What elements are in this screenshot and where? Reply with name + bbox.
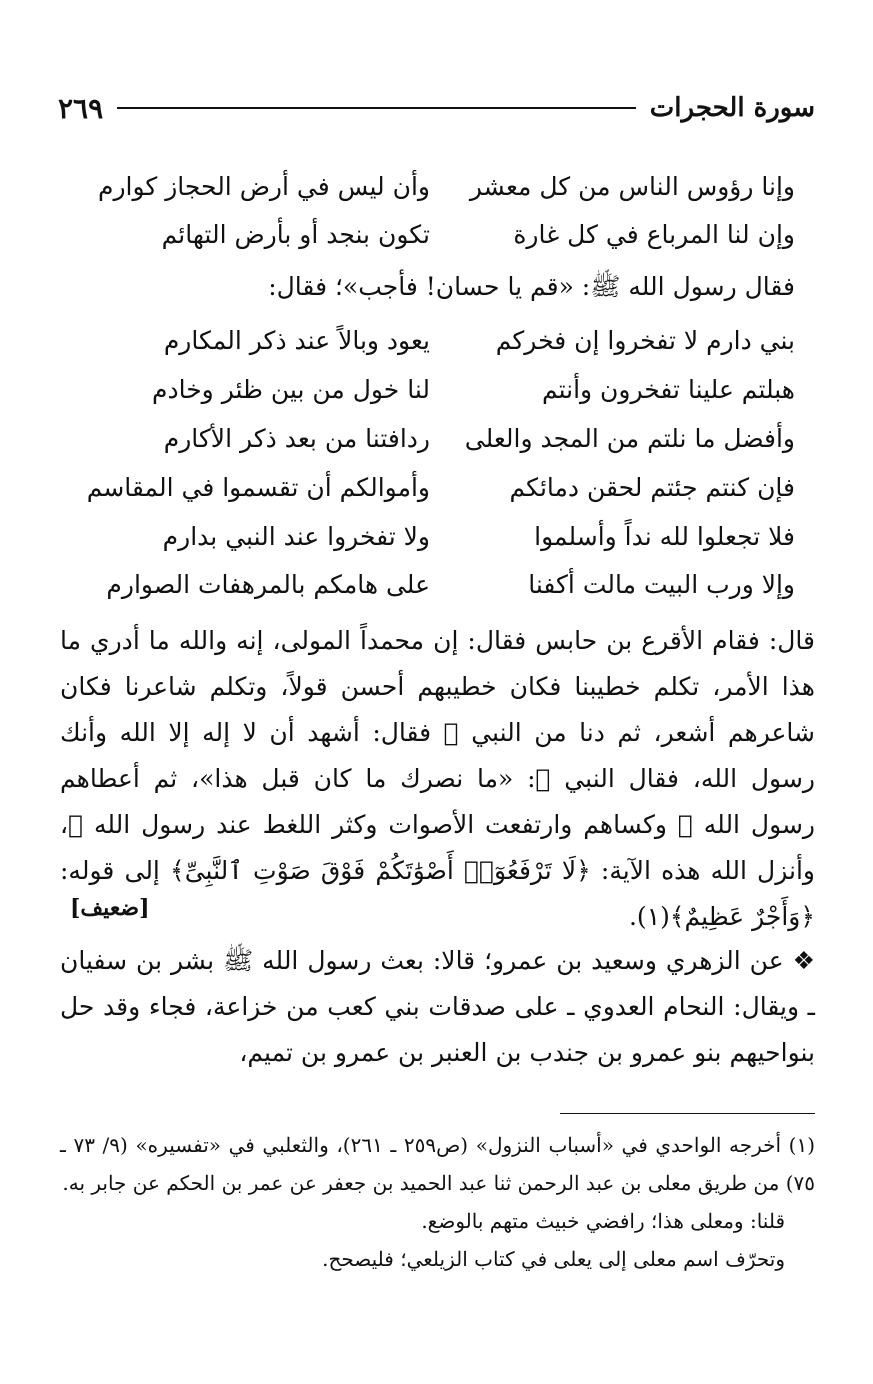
poem1-verse-1-second: وأن ليس في أرض الحجاز كوارم xyxy=(97,172,430,201)
intro-line: فقال رسول الله ﷺ: «قم يا حسان! فأجب»؛ فقال: xyxy=(268,272,795,301)
poem2-verse-2-second: لنا خول من بين ظئر وخادم xyxy=(152,375,430,404)
surah-title: سورة الحجرات xyxy=(649,93,815,123)
poem1-verse-2-first: وإن لنا المرباع في كل غارة xyxy=(513,220,795,249)
poem2-verse-6-second: على هامكم بالمرهفات الصوارم xyxy=(106,570,430,599)
poem1-verse-2-second: تكون بنجد أو بأرض التهائم xyxy=(161,220,430,249)
footnote-rule xyxy=(560,1113,815,1114)
poem2-verse-3-second: ردافتنا من بعد ذكر الأكارم xyxy=(163,424,430,453)
poem1-verse-1-first: وإنا رؤوس الناس من كل معشر xyxy=(469,172,795,201)
paragraph-aqra: قال: فقام الأقرع بن حابس فقال: إن محمداً المولى، إنه والله ما أدري ما هذا الأمر، تكلم خطيبنا فكان خطيبهم أحسن قولاً، وتكلم شاعرنا فكان شاعرهم أشعر، ثم دنا من النبي ﷺ فقال: أشهد أن لا إله إلا الله وأنك رسول الله، فقال النبي ﷺ: «ما نصرك ما كان قبل هذا»، ثم أعطاهم رسول الله ﷺ وكساهم وارتفعت الأصوات وكثر اللغط عند رسول الله ﷺ، وأنزل الله هذه الآية: ﴿لَا تَرْفَعُوٓا۟ أَصْوَٰتَكُمْ فَوْقَ صَوْتِ ٱلنَّبِىِّ﴾ إلى قوله: ﴿وَأَجْرٌ عَظِيمٌ﴾(١). xyxy=(60,626,815,931)
poem2-verse-4-second: وأموالكم أن تقسموا في المقاسم xyxy=(86,473,430,502)
footnote-comment-1: قلنا: ومعلى هذا؛ رافضي خبيث متهم بالوضع. xyxy=(421,1209,785,1233)
poem2-verse-2-first: هبلتم علينا تفخرون وأنتم xyxy=(541,375,795,404)
footnotes xyxy=(60,1126,815,1278)
poem2-verse-1-second: يعود وبالاً عند ذكر المكارم xyxy=(163,326,430,355)
footnote-1: (١) أخرجه الواحدي في «أسباب النزول» (ص٢٥٩ ـ ٢٦١)، والثعلبي في «تفسيره» (٩/ ٧٣ ـ ٧٥) من طريق معلى بن عبد الرحمن ثنا عبد الحميد بن جعفر عن عمر بن الحكم عن جابر به. xyxy=(60,1133,816,1195)
poem2-verse-5-second: ولا تفخروا عند النبي بدارم xyxy=(162,522,430,551)
page-header xyxy=(58,88,815,128)
poem2-verse-6-first: وإلا ورب البيت مالت أكفنا xyxy=(528,570,795,599)
header-rule xyxy=(117,107,636,109)
poem2-verse-1-first: بني دارم لا تفخروا إن فخركم xyxy=(495,326,795,355)
poem2-verse-3-first: وأفضل ما نلتم من المجد والعلى xyxy=(464,424,795,453)
page-number: ٢٦٩ xyxy=(58,91,104,125)
poem2-verse-5-first: فلا تجعلوا لله نداً وأسلموا xyxy=(534,522,795,551)
poem2-verse-4-first: فإن كنتم جئتم لحقن دمائكم xyxy=(509,473,795,502)
paragraph-zuhri: ❖ عن الزهري وسعيد بن عمرو؛ قالا: بعث رسول الله ﷺ بشر بن سفيان ـ ويقال: النحام العدوي ـ على صدقات بني كعب من خزاعة، فجاء وقد حل بنواحيهم بنو عمرو بن جندب بن العنبر بن عمرو بن تميم، xyxy=(60,946,815,1067)
grade-label: [ضعيف] xyxy=(70,895,150,921)
footnote-comment-2: وتحرّف اسم معلى إلى يعلى في كتاب الزيلعي؛ فليصحح. xyxy=(322,1247,785,1271)
